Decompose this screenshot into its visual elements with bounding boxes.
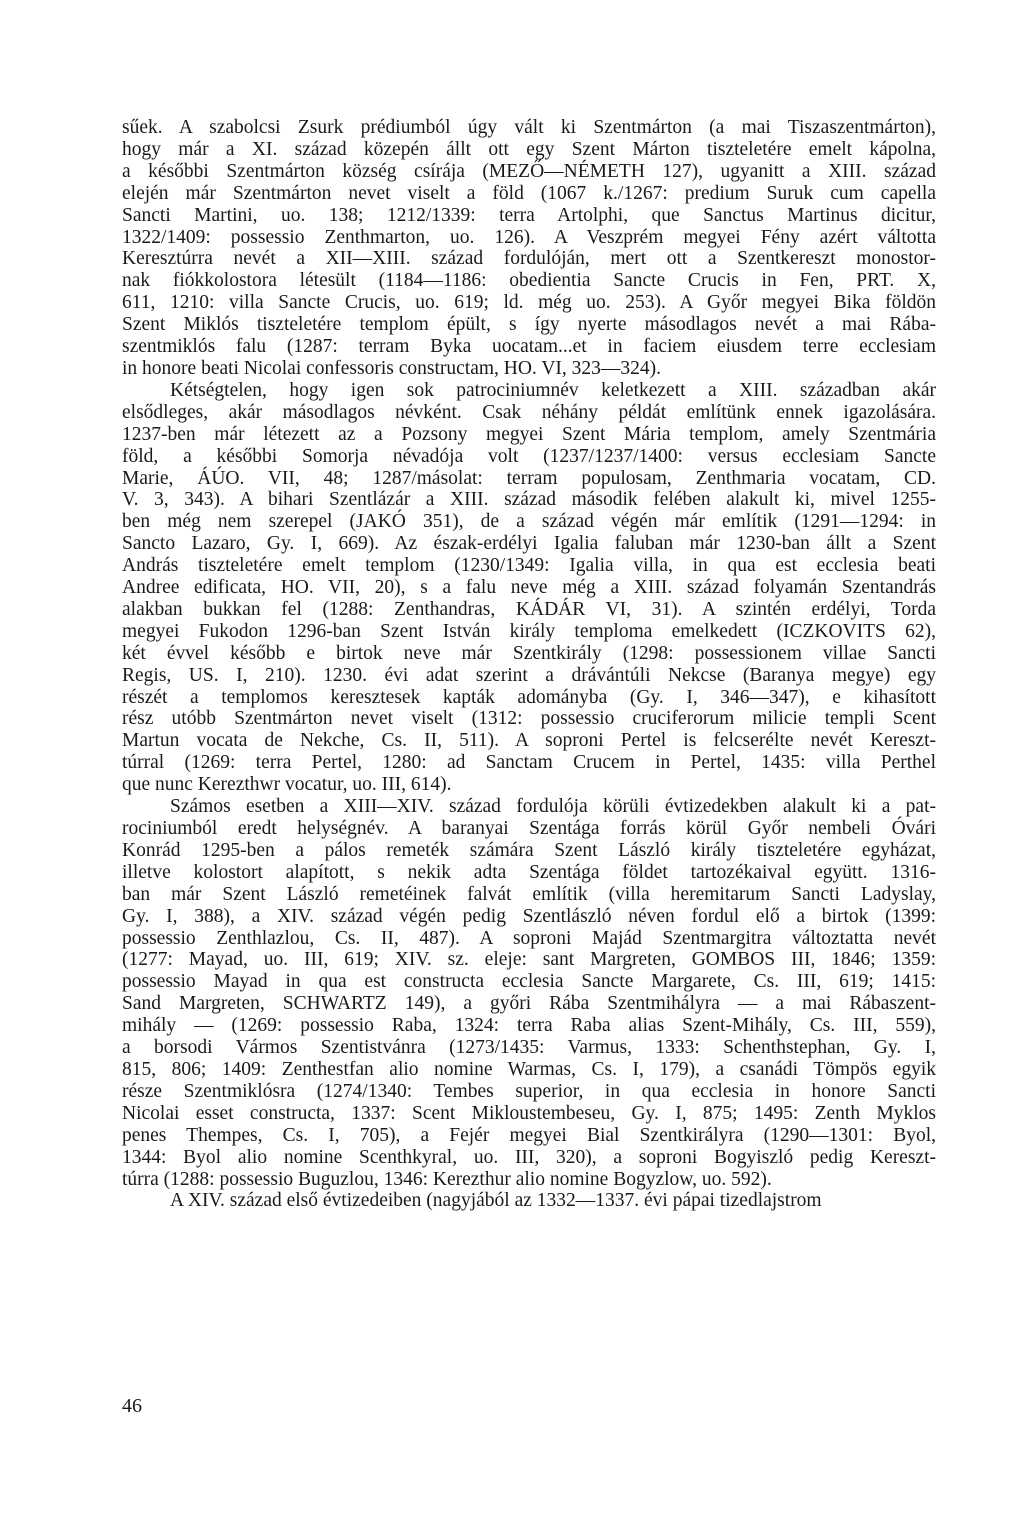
- paragraph: [122, 796, 936, 1190]
- paragraph: [122, 117, 936, 380]
- text-line: Andree edificata, HO. VII, 20), s a falu neve még a XIII. század folyamán Szentandrás: [122, 577, 936, 599]
- paragraph: [122, 380, 936, 796]
- page-number: 46: [122, 1395, 142, 1417]
- text-line: 1344: Byol alio nomine Scenthkyral, uo. III, 320), a soproni Bogyiszló pedig Kereszt-: [122, 1146, 936, 1168]
- text-line: megyei Fukodon 1296-ban Szent István király temploma emelkedett (ICZKOVITS 62),: [122, 620, 936, 642]
- text-line: elején már Szentmárton nevet viselt a föld (1067 k./1267: predium Suruk cum capella: [122, 182, 936, 204]
- text-line: részét a templomos keresztesek kapták adományba (Gy. I, 346—347), e kihasított: [122, 686, 936, 708]
- text-line: ban már Szent László remetéinek falvát említik (villa heremitarum Sancti Ladyslay,: [122, 883, 936, 905]
- text-line: Regis, US. I, 210). 1230. évi adat szerint a drávántúli Nekcse (Baranya megye) egy: [122, 664, 936, 686]
- text-line: alakban bukkan fel (1288: Zenthandras, KÁDÁR VI, 31). A szintén erdélyi, Torda: [122, 598, 936, 620]
- text-line: rociniumból eredt helységnév. A baranyai Szentága forrás körül Győr nembeli Óvári: [122, 818, 936, 839]
- text-line: föld, a későbbi Somorja névadója volt (1237/1237/1400: versus ecclesiam Sancte: [122, 445, 936, 467]
- text-line: possessio Mayad in qua est constructa ecclesia Sancte Margarete, Cs. III, 619; 1415:: [122, 971, 936, 993]
- text-line: (1277: Mayad, uo. III, 619; XIV. sz. eleje: sant Margreten, GOMBOS III, 1846; 1359:: [122, 949, 936, 971]
- text-line: 1322/1409: possessio Zenthmarton, uo. 126). A Veszprém megyei Fény azért váltotta: [122, 226, 936, 248]
- text-line: Marie, ÁÚO. VII, 48; 1287/másolat: terram populosam, Zenthmaria vocatam, CD.: [122, 467, 936, 489]
- text-line: Keresztúrra nevét a XII—XIII. század fordulóján, mert ott a Szentkereszt monostor-: [122, 248, 936, 270]
- text-line: Sancti Martini, uo. 138; 1212/1339: terra Artolphi, que Sanctus Martinus dicitur,: [122, 204, 936, 226]
- text-line: 1237-ben már létezett az a Pozsony megyei Szent Mária templom, amely Szentmária: [122, 423, 936, 445]
- text-line: in honore beati Nicolai confessoris constructam, HO. VI, 323—324).: [122, 357, 662, 379]
- text-line: nak fiókkolostora létesült (1184—1186: obedientia Sancte Crucis in Fen, PRT. X,: [122, 270, 936, 292]
- text-line: Szent Miklós tiszteletére templom épült, s így nyerte másodlagos nevét a mai Rába-: [122, 314, 936, 336]
- text-line: elsődleges, akár másodlagos névként. Csak néhány példát említünk ennek igazolására.: [122, 401, 936, 423]
- text-line: Sancto Lazaro, Gy. I, 669). Az észak-erdélyi Igalia faluban már 1230-ban állt a Szent: [122, 533, 936, 555]
- text-line: Számos esetben a XIII—XIV. század fordulója körüli évtizedekben alakult ki a pat-: [170, 796, 936, 818]
- text-line: hogy már a XI. század közepén állt ott egy Szent Márton tiszteletére emelt kápolna,: [122, 138, 936, 160]
- text-line: 815, 806; 1409: Zenthestfan alio nomine Warmas, Cs. I, 179), a csanádi Tömpös egyik: [122, 1058, 936, 1080]
- text-line: rész utóbb Szentmárton nevet viselt (1312: possessio cruciferorum milicie templi Scent: [122, 708, 936, 730]
- body-text: [122, 117, 936, 1212]
- text-line: mihály — (1269: possessio Raba, 1324: terra Raba alias Szent-Mihály, Cs. III, 559),: [122, 1015, 936, 1037]
- text-line: Nicolai esset constructa, 1337: Scent Mikloustembeseu, Gy. I, 875; 1495: Zenth Myklos: [122, 1102, 936, 1124]
- text-line: része Szentmiklósra (1274/1340: Tembes superior, in qua ecclesia in honore Sancti: [122, 1080, 936, 1102]
- text-line: a későbbi Szentmárton község csírája (MEZŐ—NÉMETH 127), ugyanitt a XIII. század: [122, 160, 936, 182]
- text-line: ben még nem szerepel (JAKÓ 351), de a század végén már említik (1291—1294: in: [122, 511, 936, 533]
- text-line: Kétségtelen, hogy igen sok patrociniumnév keletkezett a XIII. században akár: [170, 379, 936, 401]
- text-line: Gy. I, 388), a XIV. század végén pedig Szentlászló néven fordul elő a birtok (1399:: [122, 905, 936, 927]
- text-line: két évvel később e birtok neve már Szentkirály (1298: possessionem villae Sancti: [122, 642, 936, 664]
- text-line: a borsodi Vármos Szentistvánra (1273/1435: Varmus, 1333: Schenthstephan, Gy. I,: [122, 1037, 936, 1059]
- paragraph: [122, 1190, 936, 1212]
- text-line: sűek. A szabolcsi Zsurk prédiumból úgy vált ki Szentmárton (a mai Tiszaszentmárton),: [122, 117, 936, 138]
- text-line: túrral (1269: terra Pertel, 1280: ad Sanctam Crucem in Pertel, 1435: villa Perthel: [122, 752, 936, 774]
- text-line: possessio Zenthlazlou, Cs. II, 487). A soproni Majád Szentmargitra változtatta nevét: [122, 927, 936, 949]
- text-line: A XIV. század első évtizedeiben (nagyjából az 1332—1337. évi pápai tizedlajstrom: [170, 1190, 822, 1212]
- text-line: que nunc Kerezthwr vocatur, uo. III, 614).: [122, 774, 452, 796]
- text-line: Sand Margreten, SCHWARTZ 149), a győri Rába Szentmihályra — a mai Rábaszent-: [122, 993, 936, 1015]
- text-line: 611, 1210: villa Sancte Crucis, uo. 619; ld. még uo. 253). A Győr megyei Bika földön: [122, 292, 936, 314]
- text-line: Martun vocata de Nekche, Cs. II, 511). A soproni Pertel is felcserélte nevét Kereszt-: [122, 730, 936, 752]
- text-line: szentmiklós falu (1287: terram Byka uocatam...et in faciem eiusdem terre ecclesiam: [122, 336, 936, 358]
- text-line: András tiszteletére emelt templom (1230/1349: Igalia villa, in qua est ecclesia beati: [122, 555, 936, 577]
- text-line: penes Thempes, Cs. I, 705), a Fejér megyei Bial Szentkirályra (1290—1301: Byol,: [122, 1124, 936, 1146]
- text-line: Konrád 1295-ben a pálos remeték számára Szent László király tiszteletére egyházat,: [122, 839, 936, 861]
- text-line: illetve kolostort alapított, s nekik adta Szentága földet tartozékaival együtt. 1316-: [122, 861, 936, 883]
- text-line: túrra (1288: possessio Buguzlou, 1346: Kerezthur alio nomine Bogyzlow, uo. 592).: [122, 1168, 772, 1190]
- text-line: V. 3, 343). A bihari Szentlázár a XIII. század második felében alakult ki, mivel 1255-: [122, 489, 936, 511]
